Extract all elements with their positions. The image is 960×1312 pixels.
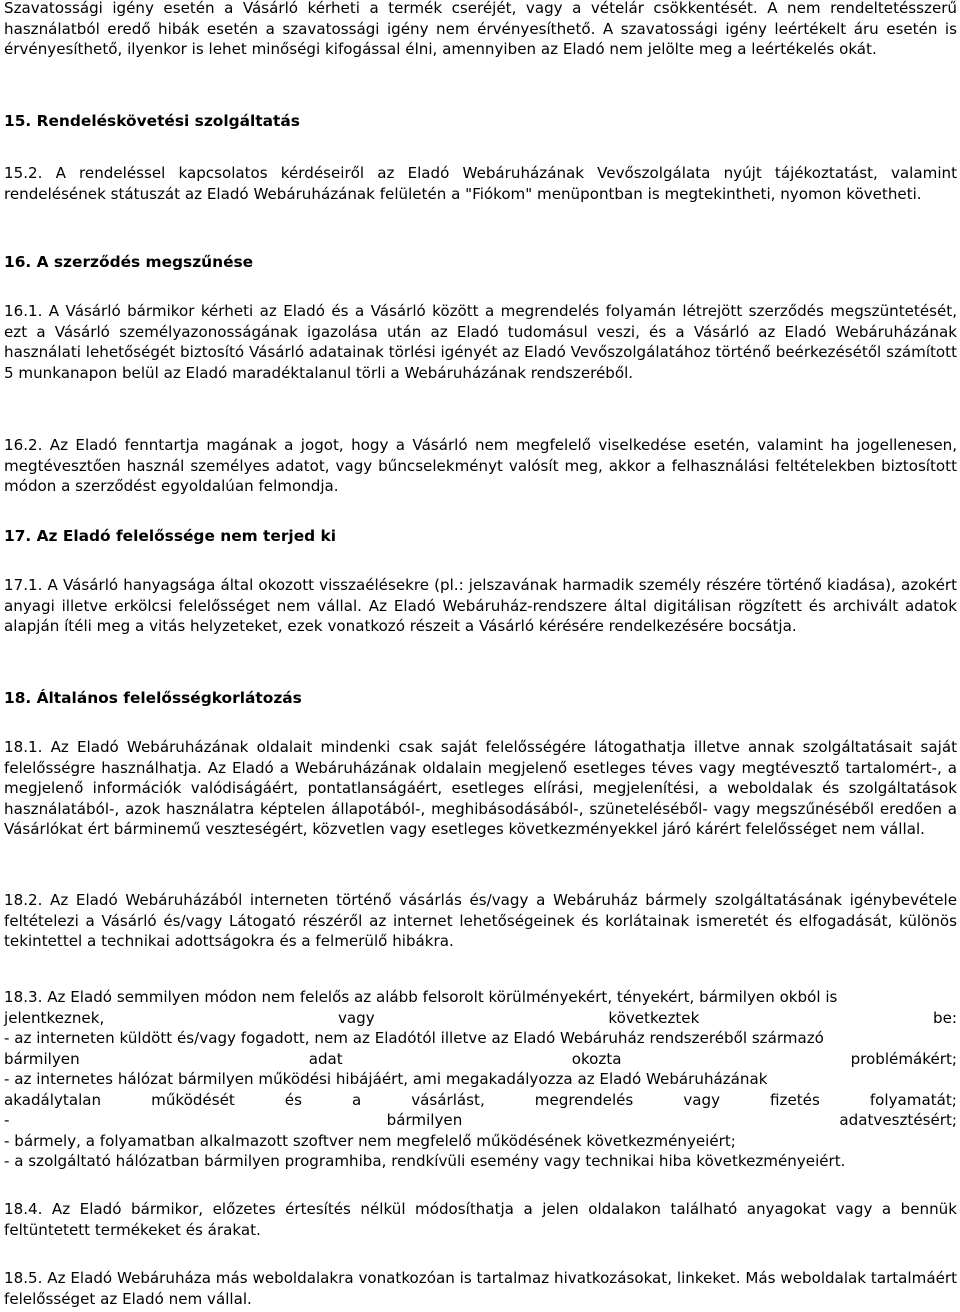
word: vagy (683, 1090, 721, 1109)
word: adatvesztésért; (839, 1111, 957, 1129)
word: működését (151, 1090, 235, 1109)
list-item (4, 1110, 957, 1131)
list-line (4, 1008, 957, 1029)
paragraph-18-3 (4, 987, 957, 1172)
section-heading-17: 17. Az Eladó felelőssége nem terjed ki (4, 527, 337, 545)
word: vagy (337, 1008, 375, 1027)
word: be: (933, 1008, 957, 1027)
paragraph-18-1: 18.1. Az Eladó Webáruházának oldalait mindenki csak saját felelősségére látogathatja illetve annak szolgáltatásait saját felelősségre használhatja. Az Eladó a Webáruházának oldalain megjelenő esetleges téves vagy megtévesztő tartalomért-, a megjelenő információk valódiságáért, pontatlanságáért, esetleges elírási, megjelenítési, a weboldalak és szolgáltatások használatából-, azok használatra képtelen állapotából-, meghibásodásából-, szüneteléséből- vagy megszűnéséből eredően a Vásárlókat ért bárminemű veszteségért, közvetlen vagy esetleges következményekkel járó kárért felelősséget nem vállal. (4, 738, 957, 838)
paragraph-15-2: 15.2. A rendeléssel kapcsolatos kérdéseiről az Eladó Webáruházának Vevőszolgálata nyújt tájékoztatást, valamint rendelésének státuszát az Eladó Webáruházának felületén a "Fiókom" menüpontban is megtekintheti, nyomon követheti. (4, 164, 957, 203)
word: és (284, 1090, 302, 1109)
list-item: - a szolgáltató hálózatban bármilyen programhiba, rendkívüli esemény vagy technikai hiba következményeiért. (4, 1152, 846, 1170)
word: a (351, 1090, 362, 1109)
word: problémákért; (850, 1049, 957, 1068)
word: adat (308, 1049, 343, 1068)
word: fizetés (770, 1090, 820, 1109)
paragraph-18-4: 18.4. Az Eladó bármikor, előzetes értesítés nélkül módosíthatja a jelen oldalakon található anyagokat vagy a bennük feltüntetett termékeket és árakat. (4, 1200, 957, 1239)
section-heading-16: 16. A szerződés megszűnése (4, 253, 254, 271)
list-line (4, 1049, 957, 1070)
list-item: - bármely, a folyamatban alkalmazott szoftver nem megfelelő működésének következményeiért; (4, 1131, 736, 1150)
word: okozta (571, 1049, 622, 1068)
word: folyamatát; (869, 1090, 957, 1109)
word: jelentkeznek, (4, 1008, 105, 1027)
word: bármilyen (4, 1049, 80, 1068)
word: akadálytalan (4, 1090, 102, 1109)
list-line (4, 1090, 957, 1111)
word: megrendelés (534, 1090, 634, 1109)
paragraph-16-1: 16.1. A Vásárló bármikor kérheti az Eladó és a Vásárló között a megrendelés folyamán létrejött szerződés megszüntetését, ezt a Vásárló személyazonosságának igazolása után az Eladó tudomásul veszi, és a Vásárló az Eladó Webáruházának használati lehetőségét biztosító Vásárló adatainak törlési igényét az Eladó Vevőszolgálatához történő beérkezésétől számított 5 munkanapon belül az Eladó maradéktalanul törli a Webáruházának rendszeréből. (4, 302, 957, 382)
list-line: 18.3. Az Eladó semmilyen módon nem felelős az alább felsorolt körülményekért, tényekért, bármilyen okból is (4, 988, 838, 1006)
word: vásárlást, (411, 1090, 485, 1109)
paragraph-17-1: 17.1. A Vásárló hanyagsága által okozott visszaélésekre (pl.: jelszavának harmadik személy részére történő kiadása), azokért anyagi illetve erkölcsi felelősséget nem vállal. Az Eladó Webáruház-rendszere által digitálisan rögzített és archivált adatok alapján ítéli meg a vitás helyzeteket, ezek vonatkozó részeit a Vásárló kérésére rendelkezésére bocsátja. (4, 576, 957, 635)
paragraph-18-5: 18.5. Az Eladó Webáruháza más weboldalakra vonatkozóan is tartalmaz hivatkozásokat, linkeket. Más weboldalak tartalmáért felelősséget az Eladó nem vállal. (4, 1269, 957, 1308)
section-heading-18: 18. Általános felelősségkorlátozás (4, 689, 302, 707)
word: - (4, 1111, 10, 1129)
paragraph-18-2: 18.2. Az Eladó Webáruházából interneten történő vásárlás és/vagy a Webáruház bármely szolgáltatásának igénybevétele feltételezi a Vásárló és/vagy Látogató részéről az internet lehetőségeinek és korlátainak ismeretét és elfogadását, különös tekintettel a technikai adottságokra és a felmerülő hibákra. (4, 891, 957, 950)
section-heading-15: 15. Rendeléskövetési szolgáltatás (4, 112, 300, 130)
list-item: - az internetes hálózat bármilyen működési hibájáért, ami megakadályozza az Eladó Webáruházának (4, 1070, 768, 1088)
paragraph-16-2: 16.2. Az Eladó fenntartja magának a jogot, hogy a Vásárló nem megfelelő viselkedése esetén, valamint ha jogellenesen, megtévesztően használ személyes adatot, vagy bűncselekményt valósít meg, akkor a felhasználási feltételekben biztosított módon a szerződést egyoldalúan felmondja. (4, 436, 957, 495)
word: következtek (608, 1008, 700, 1027)
list-item: - az interneten küldött és/vagy fogadott, nem az Eladótól illetve az Eladó Webáruház rendszeréből származó (4, 1029, 824, 1047)
paragraph-warranty-claim: Szavatossági igény esetén a Vásárló kérheti a termék cseréjét, vagy a vételár csökkentését. A nem rendeltetésszerű használatból eredő hibák esetén a szavatossági igény nem érvényesíthető. A szavatossági igény leértékelt áru esetén is érvényesíthető, ilyenkor is lehet minőségi kifogással élni, amennyiben az Eladó nem jelölte meg a leértékelés okát. (4, 0, 957, 58)
word: bármilyen (386, 1111, 463, 1129)
